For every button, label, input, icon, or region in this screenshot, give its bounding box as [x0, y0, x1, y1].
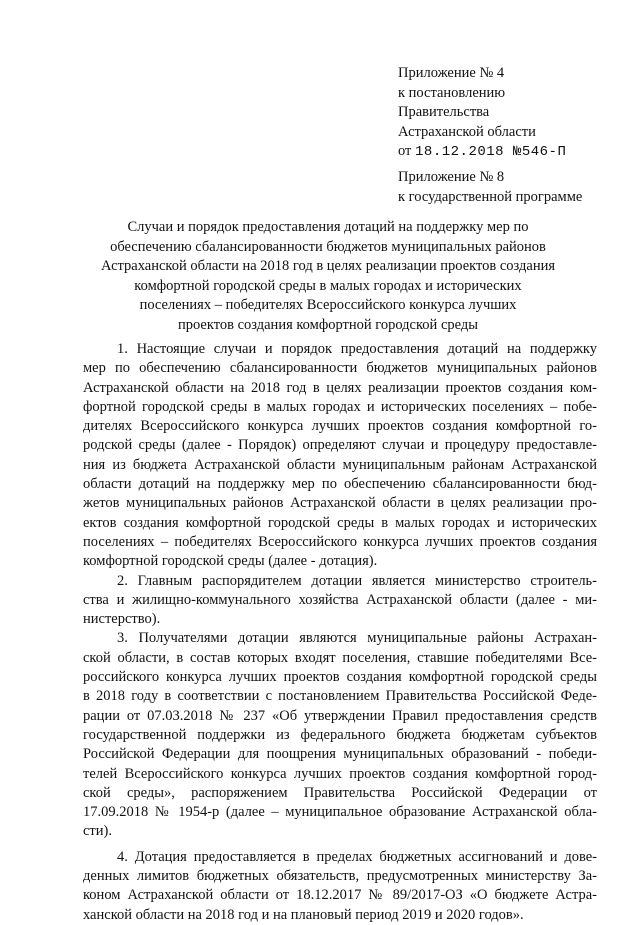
text-line: 4. Дотация предоставляется в пределах бюджетных ассигнований и дове-	[117, 848, 597, 865]
text-line: 17.09.2018 № 1954-р (далее – муниципальное образование Астраханской обла-	[83, 804, 597, 821]
paragraph-1	[83, 340, 597, 572]
text-line: ханской области на 2018 год и на плановый период 2019 и 2020 годов».	[83, 906, 524, 923]
text-line: ства и жилищно-коммунального хозяйства Астраханской области (далее - ми-	[83, 591, 597, 608]
text-line: коном Астраханской области от 18.12.2017 № 89/2017-ОЗ «О бюджете Астра-	[83, 887, 597, 904]
text-line: 3. Получателями дотации являются муниципальные районы Астрахан-	[117, 630, 597, 647]
text-line: поселениях – победителях Всероссийского конкурса лучших проектов создания	[83, 533, 597, 550]
appendix-8-line-1: Приложение № 8	[398, 169, 505, 185]
appendix-4-block	[398, 64, 566, 163]
text-line: нистерство).	[83, 611, 161, 628]
text-line: ской среды», распоряжением Правительства Российской Федерации от	[83, 784, 597, 801]
title-line: обеспечению сбалансированности бюджетов муниципальных районов	[110, 238, 546, 255]
appendix-4-line-3: Правительства	[398, 104, 490, 120]
text-line: родской среды (далее - Порядок) определяют случаи и процедуру предоставле-	[83, 437, 597, 454]
title-line: поселениях – победителях Всероссийского конкурса лучших	[139, 297, 517, 313]
text-line: ния из бюджета Астраханской области муниципальным районам Астраханской	[83, 456, 597, 473]
text-line: сти).	[83, 823, 112, 840]
document-body	[83, 340, 597, 925]
text-line: в 2018 году в соответствии с постановлением Правительства Российской Феде-	[83, 688, 597, 705]
text-line: рации от 07.03.2018 № 237 «Об утверждении Правил предоставления средств	[83, 707, 597, 724]
paragraph-4	[83, 848, 597, 925]
paragraph-3	[83, 629, 597, 841]
paragraph-2	[83, 572, 597, 630]
text-line: ектов создания комфортной городской среды в малых городах и исторических	[83, 514, 597, 531]
appendix-4-line-4: Астраханской области	[398, 123, 536, 140]
text-line: денных лимитов бюджетных обязательств, предусмотренных министерству За-	[83, 868, 597, 885]
text-line: Российской Федерации для поощрения муниципальных образований - победи-	[83, 746, 597, 763]
text-line: телей Всероссийского конкурса лучших проектов создания комфортной город-	[83, 765, 597, 782]
appendix-4-line-1: Приложение № 4	[398, 65, 505, 81]
text-line: дителях Всероссийского конкурса лучших проектов создания комфортной го-	[83, 418, 597, 435]
title-line: Астраханской области на 2018 год в целях реализации проектов создания	[100, 258, 556, 274]
date-prefix: от	[398, 143, 412, 159]
text-line: 2. Главным распорядителем дотации является министерство строитель-	[117, 572, 597, 589]
title-line: комфортной городской среды в малых городах и исторических	[134, 277, 522, 294]
appendix-4-line-2: к постановлению	[398, 84, 506, 101]
text-line: мер по обеспечению сбалансированности бюджетов муниципальных районов	[83, 360, 597, 377]
title-line: проектов создания комфортной городской среды	[178, 316, 478, 333]
appendix-8-block	[398, 168, 582, 207]
text-line: фортной городской среды в малых городах и исторических поселениях – побе-	[83, 398, 597, 415]
text-line: государственной поддержки из федерального бюджета бюджетам субъектов	[83, 726, 597, 743]
text-line: комфортной городской среды (далее - дотация).	[83, 553, 378, 570]
text-line: области дотаций на поддержку мер по обеспечению сбалансированности бюд-	[83, 476, 597, 493]
title-line: Случаи и порядок предоставления дотаций на поддержку мер по	[127, 219, 529, 235]
text-line: жетов муниципальных районов Астраханской области в целях реализации про-	[83, 495, 597, 512]
text-line: российского конкурса лучших проектов создания комфортной городской среды	[83, 669, 597, 686]
text-line: ской области, в состав которых входят поселения, ставшие победителями Все-	[83, 649, 597, 666]
resolution-date-number: 18.12.2018 №546-П	[415, 144, 567, 160]
document-title	[60, 218, 596, 335]
text-line: Астраханской области на 2018 год в целях реализации проектов создания ком-	[83, 379, 597, 396]
text-line: 1. Настоящие случаи и порядок предоставления дотаций на поддержку	[117, 341, 597, 357]
appendix-4-date-line	[398, 142, 566, 163]
appendix-8-line-2: к государственной программе	[398, 188, 583, 205]
